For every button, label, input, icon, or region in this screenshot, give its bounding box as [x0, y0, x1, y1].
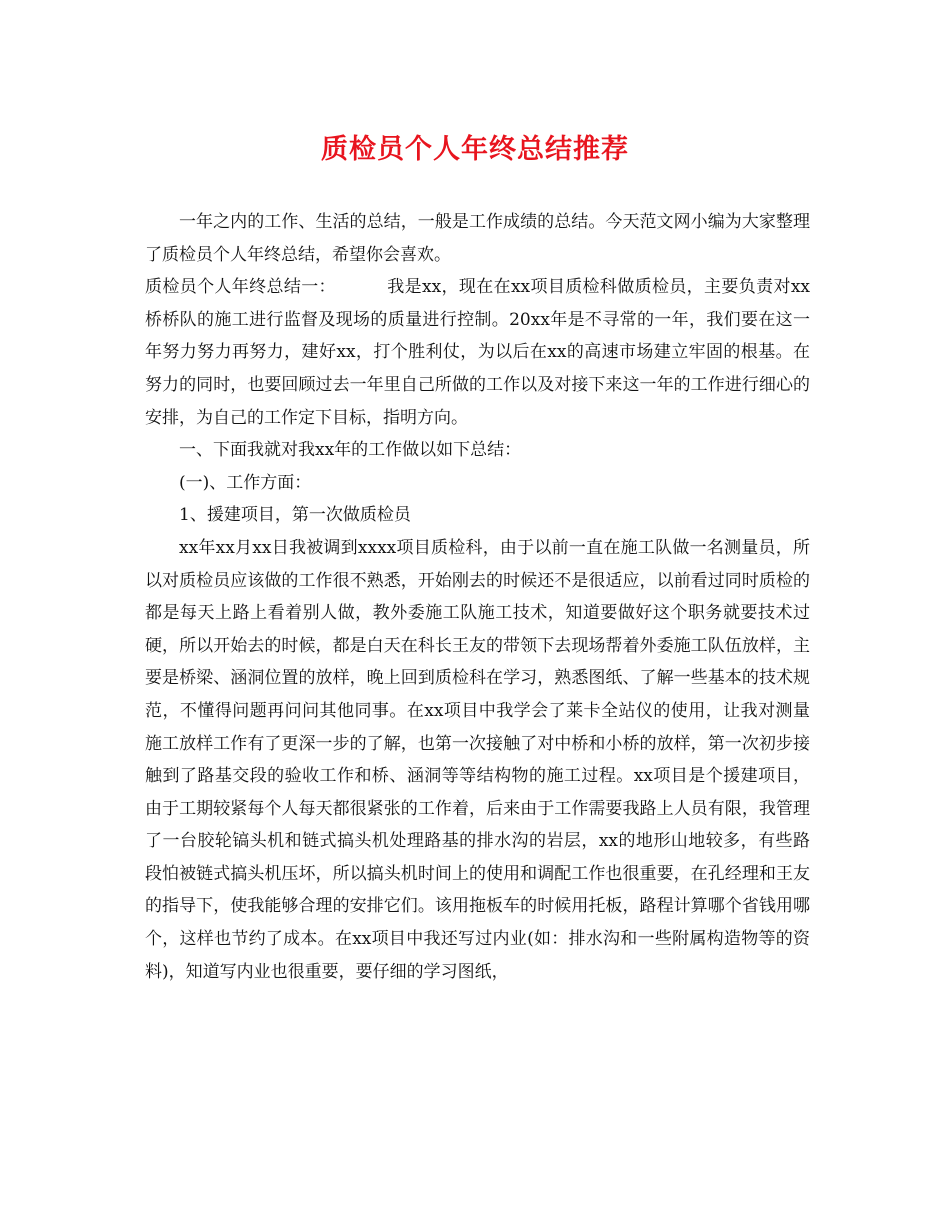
- section-paragraph: [145, 271, 810, 434]
- intro-paragraph: 一年之内的工作、生活的总结，一般是工作成绩的总结。今天范文网小编为大家整理了质检员个人年终总结，希望你会喜欢。: [145, 212, 810, 265]
- section-label: 质检员个人年终总结一：: [145, 277, 336, 298]
- heading-summary: 一、下面我就对我xx年的工作做以如下总结：: [179, 440, 522, 461]
- body-paragraph: xx年xx月xx日我被调到xxxx项目质检科，由于以前一直在施工队做一名测量员，所以对质检员应该做的工作很不熟悉，开始刚去的时候还不是很适应，以前看过同时质检的都是每天上路上看着别人做，教外委施工队施工技术，知道要做好这个职务就要技术过硬，所以开始去的时候，都是白天在科长王友的带领下去现场帮着外委施工队伍放样，主要是桥梁、涵洞位置的放样，晚上回到质检科在学习，熟悉图纸、了解一些基本的技术规范，不懂得问题再问问其他同事。在xx项目中我学会了莱卡全站仪的使用，让我对测量施工放样工作有了更深一步的了解，也第一次接触了对中桥和小桥的放样，第一次初步接触到了路基交段的验收工作和桥、涵洞等等结构物的施工过程。xx项目是个援建项目，由于工期较紧每个人每天都很紧张的工作着，后来由于工作需要我路上人员有限，我管理了一台胶轮镐头机和链式搞头机处理路基的排水沟的岩层，xx的地形山地较多，有些路段怕被链式搞头机压坏，所以搞头机时间上的使用和调配工作也很重要，在孔经理和王友的指导下，使我能够合理的安排它们。该用拖板车的时候用托板，路程计算哪个省钱用哪个，这样也节约了成本。在xx项目中我还写过内业(如：排水沟和一些附属构造物等的资料)，知道写内业也很重要，要仔细的学习图纸，: [145, 537, 810, 982]
- document-title: 质检员个人年终总结推荐: [321, 134, 629, 165]
- heading-aid-project: 1、援建项目，第一次做质检员: [179, 505, 411, 526]
- heading-work-aspect: (一)、工作方面：: [179, 472, 312, 493]
- document-body: [145, 206, 810, 988]
- section-text: 我是xx，现在在xx项目质检科做质检员，主要负责对xx桥桥队的施工进行监督及现场的质量进行控制。20xx年是不寻常的一年，我们要在这一年努力努力再努力，建好xx，打个胜利仗，为以后在xx的高速市场建立牢固的根基。在努力的同时，也要回顾过去一年里自己所做的工作以及对接下来这一年的工作进行细心的安排，为自己的工作定下目标，指明方向。: [145, 277, 810, 428]
